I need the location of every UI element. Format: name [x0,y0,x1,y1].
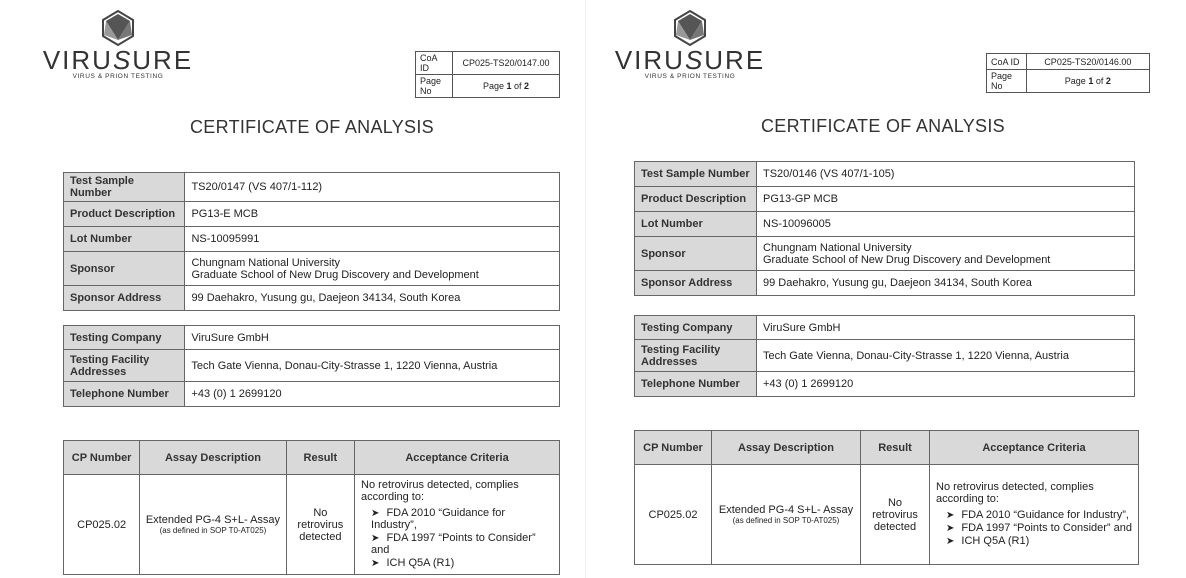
lot-number-value: NS-10095991 [185,227,560,252]
criteria-list [936,509,1132,547]
page-no-label: Page No [987,70,1027,93]
coa-id-value: CP025-TS20/0146.00 [1026,54,1149,70]
logo-wordmark: VIRUSURE [614,45,766,75]
lot-number-label: Lot Number [64,227,185,252]
coa-id-box [415,51,560,98]
certificate-right [590,0,1150,578]
certificate-left [0,0,560,578]
sponsor-label: Sponsor [635,237,757,271]
sponsor-address-label: Sponsor Address [64,286,185,311]
testing-company-table [634,315,1135,397]
testing-company-table [63,325,560,407]
test-sample-number-value: TS20/0146 (VS 407/1-105) [757,162,1135,187]
telephone-number-value: +43 (0) 1 2699120 [185,382,560,407]
testing-company-label: Testing Company [635,316,757,340]
logo-wordmark: VIRUSURE [42,45,194,75]
page-no-value: Page 1 of 2 [1026,70,1149,93]
testing-facility-label: Testing Facility Addresses [635,340,757,372]
logo-tagline: VIRUS & PRION TESTING [644,73,736,80]
criteria-item: ➤ FDA 2010 “Guidance for Industry”, [371,507,553,531]
cp-number-header: CP Number [635,431,712,465]
sponsor-value: Chungnam National University Graduate School of New Drug Discovery and Development [757,237,1135,271]
assay-description-header: Assay Description [140,441,286,475]
polyhedron-logo-icon [673,10,707,46]
test-sample-number-label: Test Sample Number [64,173,185,202]
assay-description-cell: Extended PG-4 S+L- Assay (as defined in SOP T0-AT025) [712,465,861,565]
coa-id-value: CP025-TS20/0147.00 [452,52,559,75]
result-header: Result [861,431,930,465]
page-divider [585,0,586,578]
acceptance-criteria-cell: No retrovirus detected, complies according to: ➤ FDA 2010 “Guidance for Industry”, ➤ FDA 1997 “Points to Consider” and ➤ ICH Q5A (R1) [930,465,1139,565]
virusure-logo [28,10,208,80]
cp-number-cell: CP025.02 [635,465,712,565]
testing-facility-value: Tech Gate Vienna, Donau-City-Strasse 1, 1220 Vienna, Austria [185,350,560,382]
result-cell: No retrovirus detected [861,465,930,565]
virusure-logo [600,10,780,80]
result-header: Result [286,441,354,475]
criteria-item: ➤ ICH Q5A (R1) [371,557,553,569]
telephone-number-label: Telephone Number [64,382,185,407]
coa-id-label: CoA ID [416,52,453,75]
result-cell: No retrovirus detected [286,475,354,575]
results-table [634,430,1139,565]
sample-info-table [63,172,560,311]
criteria-item: ➤ FDA 2010 “Guidance for Industry”, [946,509,1132,521]
assay-description-header: Assay Description [712,431,861,465]
criteria-item: ➤ FDA 1997 “Points to Consider” and [946,522,1132,534]
testing-company-label: Testing Company [64,326,185,350]
telephone-number-value: +43 (0) 1 2699120 [757,372,1135,397]
results-table [63,440,560,575]
acceptance-criteria-header: Acceptance Criteria [930,431,1139,465]
document-title: CERTIFICATE OF ANALYSIS [190,117,434,137]
criteria-item: ➤ FDA 1997 “Points to Consider” and [371,532,553,556]
testing-facility-value: Tech Gate Vienna, Donau-City-Strasse 1, 1220 Vienna, Austria [757,340,1135,372]
acceptance-criteria-cell: No retrovirus detected, complies according to: ➤ FDA 2010 “Guidance for Industry”, ➤ FDA 1997 “Points to Consider” and ➤ ICH Q5A (R1) [355,475,560,575]
lot-number-value: NS-10096005 [757,212,1135,237]
sponsor-label: Sponsor [64,252,185,286]
product-description-label: Product Description [635,187,757,212]
testing-company-value: ViruSure GmbH [185,326,560,350]
page-no-label: Page No [416,75,453,98]
cp-number-cell: CP025.02 [64,475,140,575]
sponsor-address-label: Sponsor Address [635,271,757,296]
telephone-number-label: Telephone Number [635,372,757,397]
logo-tagline: VIRUS & PRION TESTING [72,73,164,80]
sponsor-address-value: 99 Daehakro, Yusung gu, Daejeon 34134, South Korea [185,286,560,311]
sponsor-value: Chungnam National University Graduate School of New Drug Discovery and Development [185,252,560,286]
test-sample-number-value: TS20/0147 (VS 407/1-112) [185,173,560,202]
page-no-value: Page 1 of 2 [452,75,559,98]
sample-info-table [634,161,1135,296]
document-title: CERTIFICATE OF ANALYSIS [761,116,1005,136]
test-sample-number-label: Test Sample Number [635,162,757,187]
testing-facility-label: Testing Facility Addresses [64,350,185,382]
testing-company-value: ViruSure GmbH [757,316,1135,340]
sponsor-address-value: 99 Daehakro, Yusung gu, Daejeon 34134, South Korea [757,271,1135,296]
coa-id-box [986,53,1150,93]
lot-number-label: Lot Number [635,212,757,237]
product-description-value: PG13-E MCB [185,202,560,227]
criteria-list [361,507,553,569]
acceptance-criteria-header: Acceptance Criteria [355,441,560,475]
polyhedron-logo-icon [101,10,135,46]
criteria-item: ➤ ICH Q5A (R1) [946,535,1132,547]
assay-description-cell: Extended PG-4 S+L- Assay (as defined in SOP T0-AT025) [140,475,286,575]
cp-number-header: CP Number [64,441,140,475]
coa-id-label: CoA ID [987,54,1027,70]
product-description-label: Product Description [64,202,185,227]
product-description-value: PG13-GP MCB [757,187,1135,212]
